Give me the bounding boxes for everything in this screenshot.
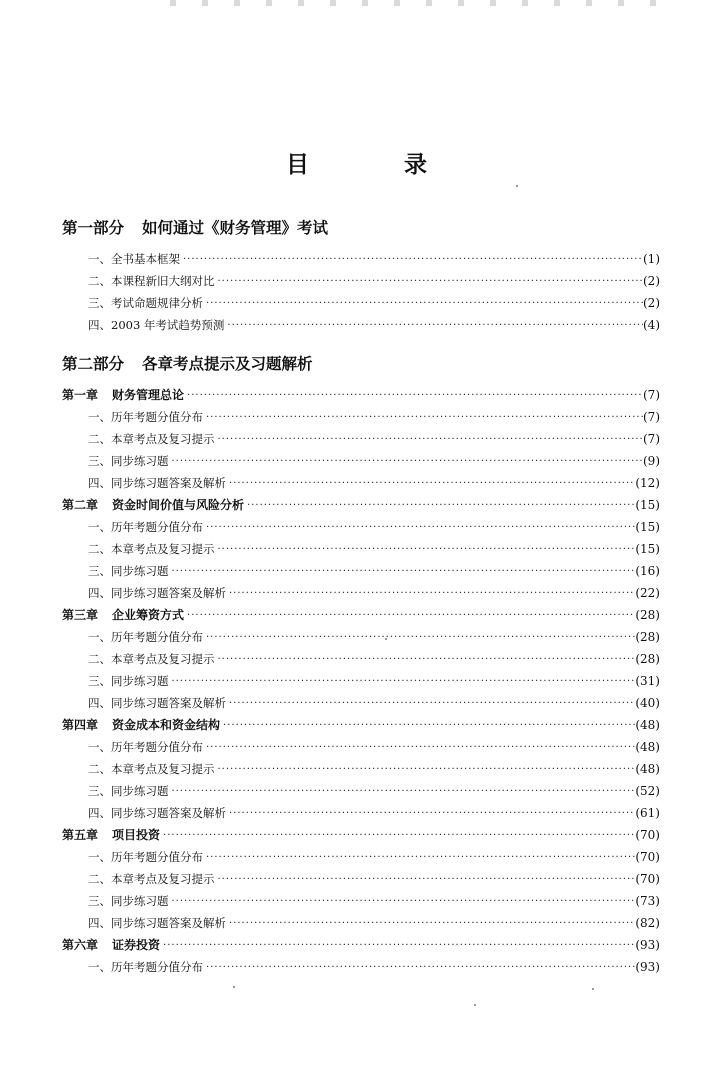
toc-chapter[interactable] [62, 714, 660, 736]
part-title: 如何通过《财务管理》考试 [142, 219, 329, 237]
toc-entry-page: (7) [643, 432, 660, 446]
dot-leader [226, 804, 635, 824]
toc-chapter[interactable] [62, 384, 660, 406]
toc-entry-text: 三、同步练习题 [88, 894, 169, 908]
dot-leader [169, 782, 636, 802]
toc-entry-text: 四、同步练习题答案及解析 [88, 586, 226, 600]
dot-leader [215, 870, 636, 890]
toc-entry[interactable] [62, 538, 660, 560]
toc-entry-page: (61) [635, 806, 660, 820]
toc-entry-page: (2) [643, 274, 660, 288]
toc-entry-text: 一、历年考题分值分布 [88, 850, 203, 864]
dot-leader [160, 826, 635, 846]
toc-entry-text: 二、本章考点及复习提示 [88, 762, 215, 776]
dot-leader [203, 294, 643, 314]
dot-leader [203, 848, 635, 868]
dot-leader [169, 562, 636, 582]
toc-entry-text: 三、同步练习题 [88, 784, 169, 798]
toc-entry-text: 三、同步练习题 [88, 674, 169, 688]
part-label: 第二部分 [62, 355, 125, 373]
toc-entry-text: 二、本章考点及复习提示 [88, 872, 215, 886]
toc-entry[interactable] [62, 912, 660, 934]
toc-entry[interactable] [62, 516, 660, 538]
toc-entry-page: (93) [635, 938, 660, 952]
dot-leader [215, 540, 636, 560]
toc-entry-text: 二、本章考点及复习提示 [88, 652, 215, 666]
toc-entry-text: 一、历年考题分值分布 [88, 410, 203, 424]
dot-leader [203, 958, 635, 978]
chapter-label: 第五章 [62, 828, 99, 842]
dot-leader [169, 892, 636, 912]
toc-entry-page: (73) [635, 894, 660, 908]
part-heading [62, 350, 660, 378]
toc-entry[interactable] [62, 270, 660, 292]
toc-entry-page: (22) [635, 586, 660, 600]
dot-leader [215, 760, 636, 780]
toc-entry[interactable] [62, 428, 660, 450]
dot-leader [226, 584, 635, 604]
toc-entry[interactable] [62, 956, 660, 978]
toc-entry-page: (40) [635, 696, 660, 710]
toc-entry-text: 二、本章考点及复习提示 [88, 432, 215, 446]
toc-entry[interactable] [62, 670, 660, 692]
toc-entry-page: (70) [635, 828, 660, 842]
scan-edge-noise [170, 0, 660, 6]
toc-entry-text: 一、历年考题分值分布 [88, 520, 203, 534]
dot-leader [203, 518, 635, 538]
toc-entry-page: (70) [635, 850, 660, 864]
toc-entry[interactable] [62, 648, 660, 670]
toc-entry-page: (82) [635, 916, 660, 930]
toc-entry-text: 四、同步练习题答案及解析 [88, 916, 226, 930]
toc-chapter[interactable] [62, 934, 660, 956]
toc-entry-text: 一、全书基本框架 [88, 252, 180, 266]
toc-entry-text: 一、历年考题分值分布 [88, 630, 203, 644]
toc-entry-text: 四、2003 年考试趋势预测 [88, 318, 225, 332]
chapter-label: 第一章 [62, 388, 99, 402]
scan-speck [592, 988, 594, 990]
toc-entry[interactable] [62, 292, 660, 314]
part-title: 各章考点提示及习题解析 [142, 355, 313, 373]
dot-leader [226, 694, 635, 714]
dot-leader [169, 672, 636, 692]
toc-entry-page: (9) [643, 454, 660, 468]
toc-entry-text: 一、历年考题分值分布 [88, 740, 203, 754]
toc-entry-text: 四、同步练习题答案及解析 [88, 476, 226, 490]
dot-leader [184, 386, 643, 406]
toc-entry-page: (15) [635, 542, 660, 556]
scan-speck [474, 1004, 476, 1006]
chapter-title: 资金成本和资金结构 [112, 718, 221, 732]
chapter-title: 项目投资 [112, 828, 161, 842]
toc-entry-text: 三、考试命题规律分析 [88, 296, 203, 310]
page-title: 目 录 [286, 152, 463, 178]
table-of-contents [62, 210, 660, 978]
chapter-label: 第二章 [62, 498, 99, 512]
scan-speck [385, 638, 387, 640]
toc-entry-text: 二、本章考点及复习提示 [88, 542, 215, 556]
toc-entry-page: (15) [635, 520, 660, 534]
toc-entry[interactable] [62, 868, 660, 890]
toc-entry-page: (28) [635, 608, 660, 622]
dot-leader [169, 452, 644, 472]
toc-entry-page: (16) [635, 564, 660, 578]
toc-entry-page: (15) [635, 498, 660, 512]
part-label: 第一部分 [62, 219, 125, 237]
toc-entry-page: (7) [643, 388, 660, 402]
dot-leader [203, 738, 635, 758]
chapter-label: 第六章 [62, 938, 99, 952]
toc-chapter[interactable] [62, 824, 660, 846]
toc-entry[interactable] [62, 780, 660, 802]
part-heading [62, 214, 660, 242]
toc-entry-page: (12) [635, 476, 660, 490]
toc-entry[interactable] [62, 406, 660, 428]
toc-entry-page: (31) [635, 674, 660, 688]
toc-entry[interactable] [62, 248, 660, 270]
dot-leader [215, 430, 644, 450]
toc-entry-text: 四、同步练习题答案及解析 [88, 696, 226, 710]
toc-entry[interactable] [62, 736, 660, 758]
chapter-title: 资金时间价值与风险分析 [112, 498, 245, 512]
scan-speck [516, 185, 518, 187]
chapter-label: 第三章 [62, 608, 99, 622]
toc-entry-page: (48) [635, 718, 660, 732]
toc-entry-text: 二、本课程新旧大纲对比 [88, 274, 215, 288]
toc-entry[interactable] [62, 846, 660, 868]
toc-entry-page: (1) [643, 252, 660, 266]
toc-entry[interactable] [62, 450, 660, 472]
dot-leader [160, 936, 635, 956]
toc-entry[interactable] [62, 758, 660, 780]
toc-entry[interactable] [62, 560, 660, 582]
chapter-title: 财务管理总论 [112, 388, 185, 402]
toc-entry-page: (7) [643, 410, 660, 424]
toc-entry-page: (52) [635, 784, 660, 798]
dot-leader [203, 408, 643, 428]
toc-entry[interactable] [62, 626, 660, 648]
toc-chapter[interactable] [62, 604, 660, 626]
dot-leader [203, 628, 635, 648]
chapter-title: 企业筹资方式 [112, 608, 185, 622]
chapter-label: 第四章 [62, 718, 99, 732]
dot-leader [224, 316, 643, 336]
toc-entry-page: (48) [635, 740, 660, 754]
toc-entry[interactable] [62, 314, 660, 336]
dot-leader [244, 496, 635, 516]
toc-chapter[interactable] [62, 494, 660, 516]
toc-entry[interactable] [62, 692, 660, 714]
toc-entry-text: 一、历年考题分值分布 [88, 960, 203, 974]
toc-entry-page: (4) [643, 318, 660, 332]
toc-entry[interactable] [62, 472, 660, 494]
toc-entry-text: 三、同步练习题 [88, 564, 169, 578]
toc-entry[interactable] [62, 890, 660, 912]
toc-entry[interactable] [62, 582, 660, 604]
toc-entry-page: (2) [643, 296, 660, 310]
dot-leader [184, 606, 635, 626]
dot-leader [226, 474, 635, 494]
scan-speck [233, 986, 235, 988]
toc-entry-text: 三、同步练习题 [88, 454, 169, 468]
dot-leader [180, 250, 643, 270]
toc-entry-page: (28) [635, 652, 660, 666]
toc-entry-page: (48) [635, 762, 660, 776]
toc-entry-page: (70) [635, 872, 660, 886]
toc-entry-text: 四、同步练习题答案及解析 [88, 806, 226, 820]
dot-leader [220, 716, 635, 736]
dot-leader [226, 914, 635, 934]
dot-leader [215, 650, 636, 670]
dot-leader [215, 272, 644, 292]
toc-entry-page: (93) [635, 960, 660, 974]
chapter-title: 证券投资 [112, 938, 161, 952]
toc-entry[interactable] [62, 802, 660, 824]
toc-entry-page: (28) [635, 630, 660, 644]
